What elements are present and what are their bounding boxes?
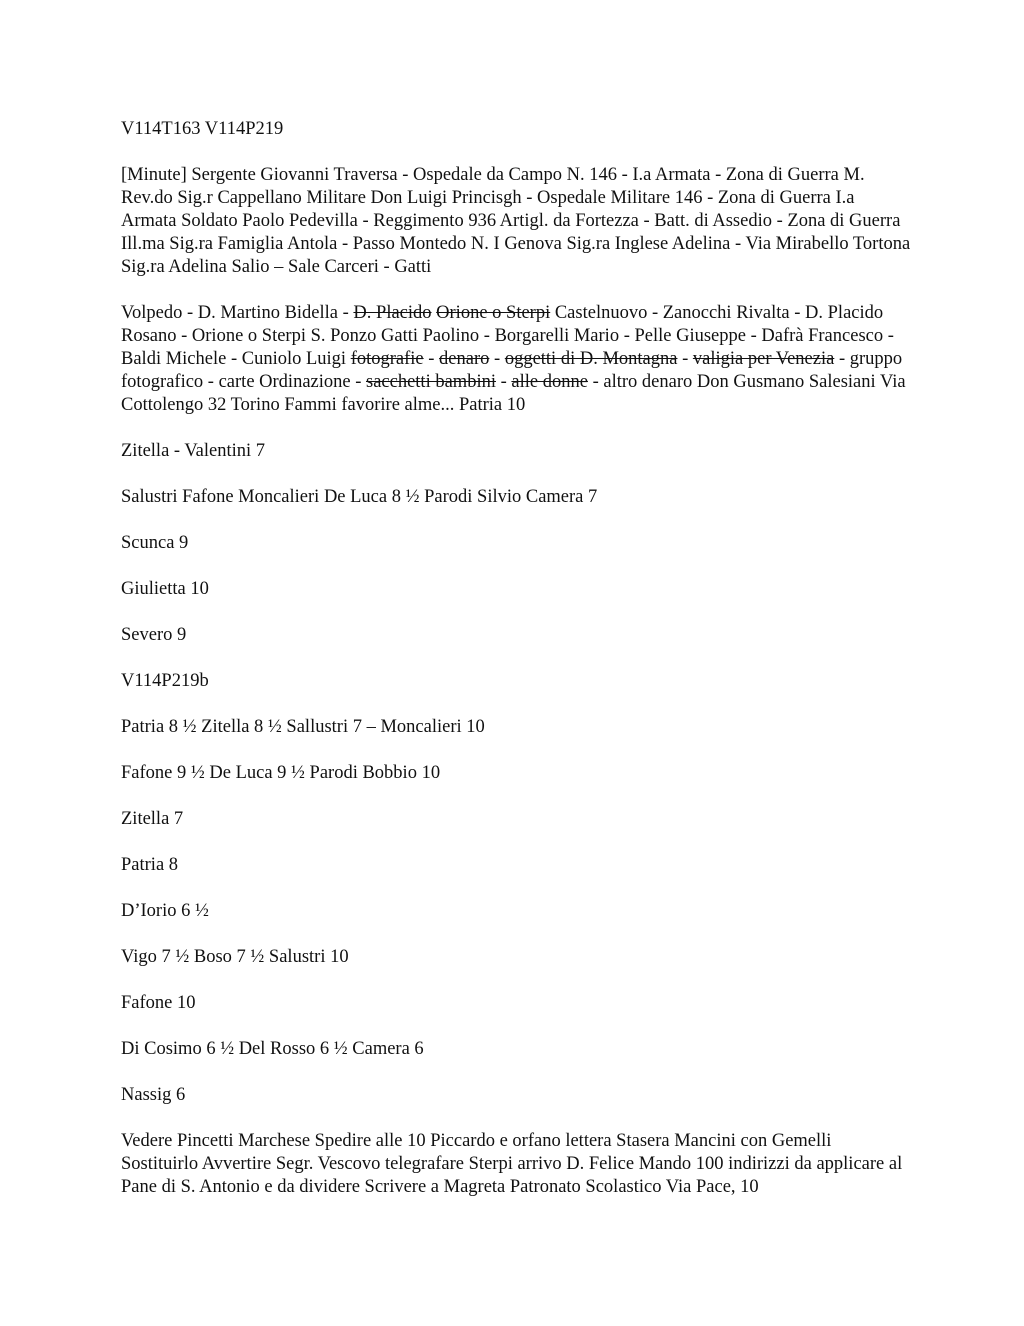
struck-text: valigia per Venezia bbox=[692, 349, 835, 369]
text-line: Fafone 10 bbox=[121, 993, 196, 1013]
notes-paragraph bbox=[121, 302, 911, 417]
text-line: Scunca 9 bbox=[121, 533, 189, 553]
text-line: Nassig 6 bbox=[121, 1085, 186, 1105]
text-segment: - bbox=[677, 349, 693, 369]
text-segment: - altro denaro Don Gusmano Salesiani Via Cottolengo 32 Torino Fammi favorire alme... Patria 10 bbox=[121, 372, 906, 415]
text-segment: - bbox=[495, 372, 512, 392]
text-line: Salustri Fafone Moncalieri De Luca 8 ½ Parodi Silvio Camera 7 bbox=[121, 487, 598, 507]
text-segment: - gruppo fotografico - carte Ordinazione - bbox=[121, 349, 903, 392]
text-segment: - bbox=[489, 349, 505, 369]
text-line: Vigo 7 ½ Boso 7 ½ Salustri 10 bbox=[121, 947, 349, 967]
text-segment: - bbox=[423, 349, 440, 369]
struck-text: denaro bbox=[439, 349, 490, 369]
text-line: Patria 8 bbox=[121, 855, 179, 875]
final-notes-paragraph: Vedere Pincetti Marchese Spedire alle 10 Piccardo e orfano lettera Stasera Mancini con Gemelli Sostituirlo Avvertire Segr. Vescovo telegrafare Sterpi arrivo D. Felice Mando 100 indirizzi da applicare al Pane di S. Antonio e da dividere Scrivere a Magreta Patronato Scolastico Via Pace, 10 bbox=[121, 1131, 903, 1197]
page-reference: V114P219b bbox=[121, 671, 209, 691]
text-line: Severo 9 bbox=[121, 625, 187, 645]
text-segment: Volpedo - D. Martino Bidella - bbox=[121, 303, 354, 323]
struck-text: sacchetti bambini bbox=[366, 372, 496, 392]
text-line: Di Cosimo 6 ½ Del Rosso 6 ½ Camera 6 bbox=[121, 1039, 424, 1059]
text-line: Giulietta 10 bbox=[121, 579, 209, 599]
text-line: Fafone 9 ½ De Luca 9 ½ Parodi Bobbio 10 bbox=[121, 763, 441, 783]
text-line: Patria 8 ½ Zitella 8 ½ Sallustri 7 – Moncalieri 10 bbox=[121, 717, 485, 737]
struck-text: D. Placido bbox=[353, 303, 432, 323]
document-page bbox=[121, 118, 911, 1199]
struck-text: oggetti di D. Montagna bbox=[504, 349, 678, 369]
text-segment: Castelnuovo - Zanocchi Rivalta - D. Placido Rosano - Orione o Sterpi S. Ponzo Gatti Paolino - Borgarelli Mario - Pelle Giuseppe - Dafrà Francesco - Baldi Michele - Cuniolo Luigi bbox=[121, 303, 894, 369]
minute-addresses-paragraph: [Minute] Sergente Giovanni Traversa - Ospedale da Campo N. 146 - I.a Armata - Zona di Guerra M. Rev.do Sig.r Cappellano Militare Don Luigi Princisgh - Ospedale Militare 146 - Zona di Guerra I.a Armata Soldato Paolo Pedevilla - Reggimento 936 Artigl. da Fortezza - Batt. di Assedio - Zona di Guerra Ill.ma Sig.ra Famiglia Antola - Passo Montedo N. I Genova Sig.ra Inglese Adelina - Via Mirabello Tortona Sig.ra Adelina Salio – Sale Carceri - Gatti bbox=[121, 165, 911, 277]
text-line: Zitella - Valentini 7 bbox=[121, 441, 266, 461]
struck-text: alle donne bbox=[511, 372, 588, 392]
text-line: D’Iorio 6 ½ bbox=[121, 901, 209, 921]
text-line: Zitella 7 bbox=[121, 809, 184, 829]
struck-text: Orione o Sterpi bbox=[436, 303, 551, 323]
document-header: V114T163 V114P219 bbox=[121, 119, 284, 139]
struck-text: fotografie bbox=[350, 349, 424, 369]
